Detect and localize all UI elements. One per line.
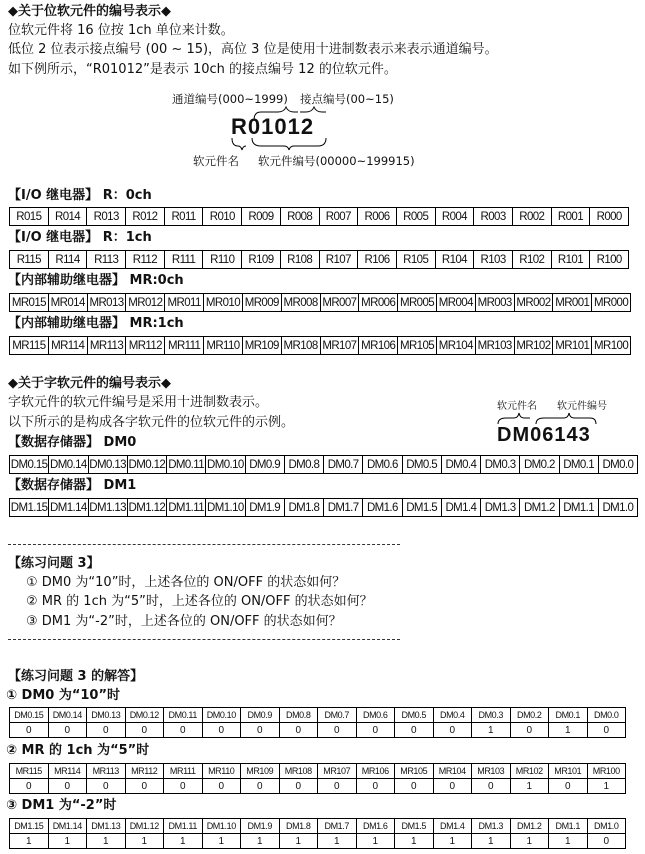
bit-value-cell: 1 (549, 834, 588, 849)
bit-cell: DM1.10 (206, 499, 245, 517)
bit-cell: MR009 (242, 294, 281, 312)
bit-cell: DM0.14 (49, 456, 88, 474)
bit-value-cell: 0 (356, 723, 395, 738)
bit-cell: MR004 (436, 294, 475, 312)
bit-cell: R107 (319, 251, 358, 269)
bit-cell: MR107 (318, 764, 357, 779)
bit-value-cell: 1 (472, 723, 511, 738)
bit-cell: DM1.15 (10, 499, 49, 517)
device-name-label: 软元件名 (193, 154, 239, 168)
bit-cell: DM1.3 (481, 499, 520, 517)
paragraph-line: 位软元件将 16 位按 1ch 单位来计数。 (8, 23, 234, 38)
bit-cell: DM1.15 (10, 819, 49, 834)
practice-question: ① DM0 为“10”时，上述各位的 ON/OFF 的状态如何？ (26, 575, 346, 590)
bit-value-cell: 0 (164, 723, 203, 738)
bit-cell: DM0.7 (324, 456, 363, 474)
bit-cell: MR012 (126, 294, 165, 312)
bit-value-cell: 0 (48, 723, 87, 738)
bit-value-cell: 0 (125, 723, 164, 738)
bit-cell: DM0.11 (164, 708, 203, 723)
bit-cell: DM0.2 (520, 456, 559, 474)
answer-label: ③ DM1 为“-2”时 (6, 798, 117, 813)
answer-table-dm1 (9, 818, 626, 849)
bit-cell: MR000 (592, 294, 631, 312)
bit-value-cell: 1 (356, 834, 395, 849)
bit-cell: MR108 (279, 764, 318, 779)
divider (8, 544, 400, 545)
bit-value-cell: 1 (241, 834, 280, 849)
bit-cell: R009 (242, 208, 281, 226)
bit-cell: DM1.6 (356, 819, 395, 834)
bit-cell: DM0.1 (549, 708, 588, 723)
bit-cell: DM0.2 (510, 708, 549, 723)
bit-cell: DM1.13 (88, 499, 127, 517)
bit-cell: MR008 (281, 294, 320, 312)
bit-cell: DM1.0 (598, 499, 637, 517)
bit-cell: MR103 (475, 337, 514, 355)
bit-cell: MR104 (436, 337, 475, 355)
bit-cell: DM1.11 (164, 819, 203, 834)
bit-cell: DM0.0 (598, 456, 637, 474)
bit-cell: R109 (242, 251, 281, 269)
bit-cell: DM1.6 (363, 499, 402, 517)
bit-cell: DM0.10 (202, 708, 241, 723)
bit-value-cell: 0 (164, 779, 203, 794)
bit-cell: MR106 (356, 764, 395, 779)
bit-cell: R108 (280, 251, 319, 269)
bit-cell: MR103 (472, 764, 511, 779)
bit-value-cell: 0 (433, 723, 472, 738)
bit-cell: MR101 (549, 764, 588, 779)
bit-value-cell: 0 (395, 779, 434, 794)
bit-cell: MR114 (48, 764, 87, 779)
bit-cell: R004 (435, 208, 474, 226)
bit-cell: DM0.0 (587, 708, 626, 723)
bit-cell: MR111 (165, 337, 204, 355)
bit-cell: DM1.7 (324, 499, 363, 517)
table-label: 【I/O 继电器】 R：0ch (8, 188, 152, 203)
bit-value-cell: 0 (395, 723, 434, 738)
bit-cell: R103 (474, 251, 513, 269)
bit-cell: MR108 (281, 337, 320, 355)
section-heading-bit: ◆关于位软元件的编号表示◆ (8, 4, 171, 19)
bit-cell: DM0.6 (363, 456, 402, 474)
bit-cell: MR007 (320, 294, 359, 312)
contact-number-label: 接点编号(00~15) (300, 92, 394, 106)
bit-cell: DM0.3 (481, 456, 520, 474)
bit-cell: R005 (396, 208, 435, 226)
bit-cell: DM1.3 (472, 819, 511, 834)
bit-value-cell: 0 (587, 834, 626, 849)
bit-value-cell: 1 (10, 834, 49, 849)
bit-cell: DM0.8 (284, 456, 323, 474)
bit-cell: DM1.14 (48, 819, 87, 834)
bit-cell: DM0.6 (356, 708, 395, 723)
bit-value-cell: 1 (202, 834, 241, 849)
bit-cell: MR005 (398, 294, 437, 312)
bit-cell: DM1.9 (245, 499, 284, 517)
bit-cell: DM1.14 (49, 499, 88, 517)
bit-value-cell: 0 (87, 723, 126, 738)
table-label: 【内部辅助继电器】 MR:0ch (8, 273, 184, 288)
practice-question: ③ DM1 为“-2”时，上述各位的 ON/OFF 的状态如何？ (26, 614, 342, 629)
bit-cell: MR111 (164, 764, 203, 779)
answer-heading: 【练习问题 3 的解答】 (8, 669, 144, 684)
bit-cell: R000 (590, 208, 629, 226)
table-label: 【数据存储器】 DM0 (8, 435, 137, 450)
word-device-code: DM06143 (497, 424, 591, 446)
bit-cell: DM1.7 (318, 819, 357, 834)
bit-cell: DM1.8 (279, 819, 318, 834)
bit-cell: DM0.12 (127, 456, 166, 474)
bit-device-code: R01012 (231, 114, 315, 139)
bit-value-cell: 0 (433, 779, 472, 794)
bit-value-cell: 0 (549, 779, 588, 794)
bit-cell: MR105 (395, 764, 434, 779)
bit-value-cell: 0 (202, 723, 241, 738)
bit-cell: DM0.13 (87, 708, 126, 723)
bit-cell: R008 (280, 208, 319, 226)
bit-cell: R114 (48, 251, 87, 269)
bit-cell: MR011 (165, 294, 204, 312)
bit-cell: DM1.1 (549, 819, 588, 834)
bit-cell: DM0.12 (125, 708, 164, 723)
answer-table-mr1 (9, 763, 626, 794)
bit-cell: R002 (512, 208, 551, 226)
bit-cell: DM0.8 (279, 708, 318, 723)
bit-value-cell: 0 (510, 723, 549, 738)
bit-value-cell: 1 (125, 834, 164, 849)
table-label: 【I/O 继电器】 R：1ch (8, 230, 152, 245)
bit-cell: MR110 (202, 764, 241, 779)
bit-cell: DM0.11 (167, 456, 206, 474)
bit-cell: R015 (10, 208, 49, 226)
bit-cell: R101 (551, 251, 590, 269)
bit-value-cell: 0 (202, 779, 241, 794)
bit-cell: R003 (474, 208, 513, 226)
bit-cell: MR001 (553, 294, 592, 312)
practice-heading: 【练习问题 3】 (8, 556, 100, 571)
device-number-label: 软元件编号 (557, 401, 607, 412)
bit-cell: R006 (358, 208, 397, 226)
bit-cell: MR115 (10, 764, 49, 779)
bit-cell: MR102 (514, 337, 553, 355)
bit-value-cell: 1 (549, 723, 588, 738)
bit-cell: DM1.2 (510, 819, 549, 834)
bit-cell: R113 (87, 251, 126, 269)
bit-cell: DM1.1 (559, 499, 598, 517)
bit-cell: DM0.10 (206, 456, 245, 474)
bit-value-cell: 1 (87, 834, 126, 849)
bit-table-r1 (9, 250, 629, 269)
bit-cell: MR104 (433, 764, 472, 779)
bit-cell: R111 (164, 251, 203, 269)
bit-cell: DM1.12 (127, 499, 166, 517)
bit-cell: DM0.4 (433, 708, 472, 723)
bit-cell: DM0.5 (395, 708, 434, 723)
channel-number-label: 通道编号(000~1999) (172, 92, 288, 106)
bit-cell: R007 (319, 208, 358, 226)
bit-cell: MR113 (87, 764, 126, 779)
bit-cell: MR013 (87, 294, 126, 312)
bit-value-cell: 1 (395, 834, 434, 849)
bit-cell: DM0.9 (245, 456, 284, 474)
bit-cell: DM0.1 (559, 456, 598, 474)
bit-cell: DM1.11 (167, 499, 206, 517)
bit-cell: DM0.9 (241, 708, 280, 723)
bit-cell: DM1.5 (395, 819, 434, 834)
bit-cell: R105 (396, 251, 435, 269)
bit-value-cell: 1 (510, 834, 549, 849)
practice-question: ② MR 的 1ch 为“5”时，上述各位的 ON/OFF 的状态如何？ (26, 594, 373, 609)
bit-value-cell: 0 (10, 779, 49, 794)
bit-cell: MR106 (359, 337, 398, 355)
bit-cell: MR112 (126, 337, 165, 355)
bit-cell: MR015 (10, 294, 49, 312)
bit-cell: MR100 (592, 337, 631, 355)
table-label: 【数据存储器】 DM1 (8, 478, 137, 493)
bit-cell: DM1.5 (402, 499, 441, 517)
bit-cell: MR115 (10, 337, 49, 355)
bit-value-cell: 1 (510, 779, 549, 794)
bit-value-cell: 0 (10, 723, 49, 738)
answer-table-dm0 (9, 707, 626, 738)
bit-value-cell: 0 (241, 779, 280, 794)
bit-value-cell: 0 (87, 779, 126, 794)
bit-cell: MR110 (204, 337, 243, 355)
bit-value-cell: 0 (125, 779, 164, 794)
bit-value-cell: 0 (279, 779, 318, 794)
bit-cell: DM1.12 (125, 819, 164, 834)
bit-cell: MR102 (510, 764, 549, 779)
table-label: 【内部辅助继电器】 MR:1ch (8, 316, 184, 331)
bit-value-cell: 1 (48, 834, 87, 849)
bit-cell: MR002 (514, 294, 553, 312)
bit-cell: DM1.10 (202, 819, 241, 834)
bit-value-cell: 0 (48, 779, 87, 794)
bit-cell: MR003 (475, 294, 514, 312)
bit-cell: R100 (590, 251, 629, 269)
bit-cell: DM0.14 (48, 708, 87, 723)
bit-cell: MR113 (87, 337, 126, 355)
bit-cell: R112 (126, 251, 165, 269)
bit-cell: DM0.7 (318, 708, 357, 723)
bit-value-cell: 0 (472, 779, 511, 794)
bit-cell: DM1.13 (87, 819, 126, 834)
bit-cell: DM0.4 (441, 456, 480, 474)
paragraph-line: 如下例所示，“R01012”是表示 10ch 的接点编号 12 的位软元件。 (8, 62, 397, 77)
bit-value-cell: 1 (433, 834, 472, 849)
bit-cell: R102 (512, 251, 551, 269)
bit-value-cell: 0 (356, 779, 395, 794)
bit-cell: R014 (48, 208, 87, 226)
bit-value-cell: 0 (241, 723, 280, 738)
device-number-label: 软元件编号(00000~199915) (258, 154, 415, 168)
bit-cell: R010 (203, 208, 242, 226)
bit-value-cell: 1 (587, 779, 626, 794)
answer-label: ① DM0 为“10”时 (6, 688, 121, 703)
bit-value-cell: 0 (318, 779, 357, 794)
bit-value-cell: 0 (318, 723, 357, 738)
bit-cell: MR101 (553, 337, 592, 355)
bit-cell: DM0.15 (10, 708, 49, 723)
bit-value-cell: 0 (587, 723, 626, 738)
paragraph-line: 字软元件的软元件编号是采用十进制数表示。 (8, 395, 269, 410)
bit-table-r0 (9, 207, 629, 226)
bit-cell: R011 (164, 208, 203, 226)
bit-value-cell: 0 (279, 723, 318, 738)
paragraph-line: 低位 2 位表示接点编号 (00 ~ 15)，高位 3 位是使用十进制数表示来表示通道编号。 (8, 42, 498, 57)
bit-cell: MR006 (359, 294, 398, 312)
paragraph-line: 以下所示的是构成各字软元件的位软元件的示例。 (8, 415, 295, 430)
bit-cell: R012 (126, 208, 165, 226)
bit-table-mr1 (9, 336, 631, 355)
bit-cell: R013 (87, 208, 126, 226)
bit-cell: R104 (435, 251, 474, 269)
bit-cell: MR114 (48, 337, 87, 355)
bit-table-dm0 (9, 455, 638, 474)
bit-cell: DM0.5 (402, 456, 441, 474)
bit-cell: DM1.4 (433, 819, 472, 834)
bit-cell: R106 (358, 251, 397, 269)
bit-value-cell: 1 (164, 834, 203, 849)
bit-cell: DM1.2 (520, 499, 559, 517)
bit-cell: DM0.3 (472, 708, 511, 723)
bit-cell: DM1.0 (587, 819, 626, 834)
bit-cell: DM1.8 (284, 499, 323, 517)
bit-value-cell: 1 (472, 834, 511, 849)
bit-table-dm1 (9, 498, 638, 517)
bit-cell: R115 (10, 251, 49, 269)
answer-label: ② MR 的 1ch 为“5”时 (6, 743, 150, 758)
bit-cell: MR109 (241, 764, 280, 779)
section-heading-word: ◆关于字软元件的编号表示◆ (8, 376, 171, 391)
bit-cell: DM0.15 (10, 456, 49, 474)
bit-cell: MR107 (320, 337, 359, 355)
bit-cell: R110 (203, 251, 242, 269)
device-name-label: 软元件名 (497, 401, 537, 412)
bit-cell: MR112 (125, 764, 164, 779)
bit-value-cell: 1 (279, 834, 318, 849)
divider (8, 639, 400, 640)
bit-cell: DM1.4 (441, 499, 480, 517)
bit-cell: MR010 (204, 294, 243, 312)
bit-cell: DM1.9 (241, 819, 280, 834)
bit-cell: MR109 (242, 337, 281, 355)
bit-cell: MR100 (587, 764, 626, 779)
bit-table-mr0 (9, 293, 631, 312)
bit-value-cell: 1 (318, 834, 357, 849)
bit-cell: R001 (551, 208, 590, 226)
bit-cell: MR014 (48, 294, 87, 312)
bit-cell: MR105 (398, 337, 437, 355)
bit-cell: DM0.13 (88, 456, 127, 474)
